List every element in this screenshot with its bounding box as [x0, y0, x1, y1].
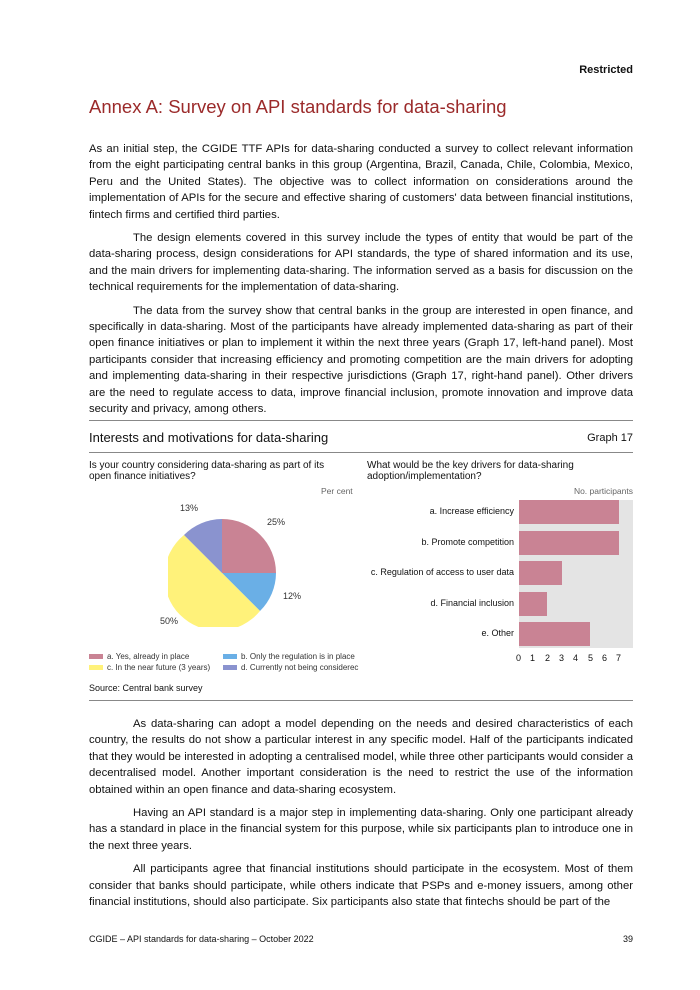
bar: [519, 592, 547, 616]
graph-number: Graph 17: [587, 432, 633, 444]
pie-label: 25%: [267, 517, 286, 527]
bar-plot-area: [519, 500, 633, 648]
divider: [89, 452, 633, 453]
classification-label: Restricted: [579, 64, 633, 76]
left-question: Is your country considering data-sharing as part of its open finance initiatives?: [89, 460, 325, 482]
graph-title: Interests and motivations for data-sharing: [89, 430, 329, 445]
bar: [519, 531, 619, 555]
divider: [89, 420, 633, 421]
legend-item: d. Currently not being considerec: [223, 663, 358, 672]
bar-label: e. Other: [481, 628, 514, 638]
source-note: Source: Central bank survey: [89, 683, 203, 693]
page-number: 39: [622, 934, 633, 944]
bar: [519, 622, 590, 646]
bar: [519, 500, 619, 524]
bar-label: c. Regulation of access to user data: [370, 567, 514, 577]
paragraph: The design elements covered in this survey include the types of entity that would be part of the data-sharing process, design considerations for API standards, the type of shared information and its use, and the main drivers for implementing data-sharing. The information served as a basis for discussion on the technical requirements for the implementation of data-sharing.: [89, 232, 633, 294]
paragraph: As an initial step, the CGIDE TTF APIs for data-sharing conducted a survey to collect relevant information from the eight participating central banks in this group (Argentina, Brazil, Canada, Chile, Colombia, Mexico, Peru and the United States). The objective was to collect information on considerations around the implementation of APIs for the secure and effective sharing of customers' data between financial institutions, fintech firms and certified third parties.: [89, 143, 633, 221]
legend-item: a. Yes, already in place: [89, 652, 189, 661]
paragraph: Having an API standard is a major step in implementing data-sharing. Only one participant already has a standard in place in the financial system for this purpose, while six participants plan to introduce one in the next three years.: [89, 807, 633, 852]
page-title: Annex A: Survey on API standards for data-sharing: [89, 96, 507, 117]
bar-label: a. Increase efficiency: [429, 506, 514, 516]
body-text-after: [89, 716, 633, 917]
bar-label: b. Promote competition: [421, 537, 514, 547]
paragraph: All participants agree that financial institutions should participate in the ecosystem. Most of them consider that banks should participate, while others indicate that PSPs and e-money issuers, among other financial institutions, should also participate. Six participants also state that fintechs should be part of the: [89, 863, 633, 909]
paragraph: As data-sharing can adopt a model depending on the needs and desired characteristics of each country, the results do not show a particular interest in any specific model. Half of the participants indicated that they would be interested in adopting a centralised model, while three other participants would consider a decentralised model. Another important consideration is the need to restrict the use of the information obtained within an open finance and data-sharing ecosystem.: [89, 718, 633, 796]
legend-item: c. In the near future (3 years): [89, 663, 210, 672]
footer-text: CGIDE – API standards for data-sharing – October 2022: [89, 934, 314, 944]
bar: [519, 561, 562, 585]
legend-item: b. Only the regulation is in place: [223, 652, 355, 661]
left-unit: Per cent: [321, 486, 353, 496]
paragraph: The data from the survey show that central banks in the group are interested in open finance, and specifically in data-sharing. Most of the participants have already implemented data-sharing as part of their open finance initiatives or plan to implement it within the next three years (Graph 17, left-hand panel). Most participants consider that increasing efficiency and promoting competition are the main drivers for adopting and implementing data-sharing in their respective jurisdictions (Graph 17, right-hand panel). Other drivers are the need to regulate access to data, improve financial inclusion, promote innovation and improve data security and privacy, among others.: [89, 304, 633, 416]
pie-label: 12%: [283, 591, 302, 601]
bar-label: d. Financial inclusion: [430, 598, 514, 608]
pie-label: 13%: [180, 503, 199, 513]
pie-chart: [168, 519, 276, 627]
right-unit: No. participants: [573, 486, 633, 496]
right-question: What would be the key drivers for data-sharing adoption/implementation?: [367, 460, 574, 482]
pie-label: 50%: [160, 616, 179, 626]
intro-text: [89, 141, 633, 425]
divider: [89, 700, 633, 701]
